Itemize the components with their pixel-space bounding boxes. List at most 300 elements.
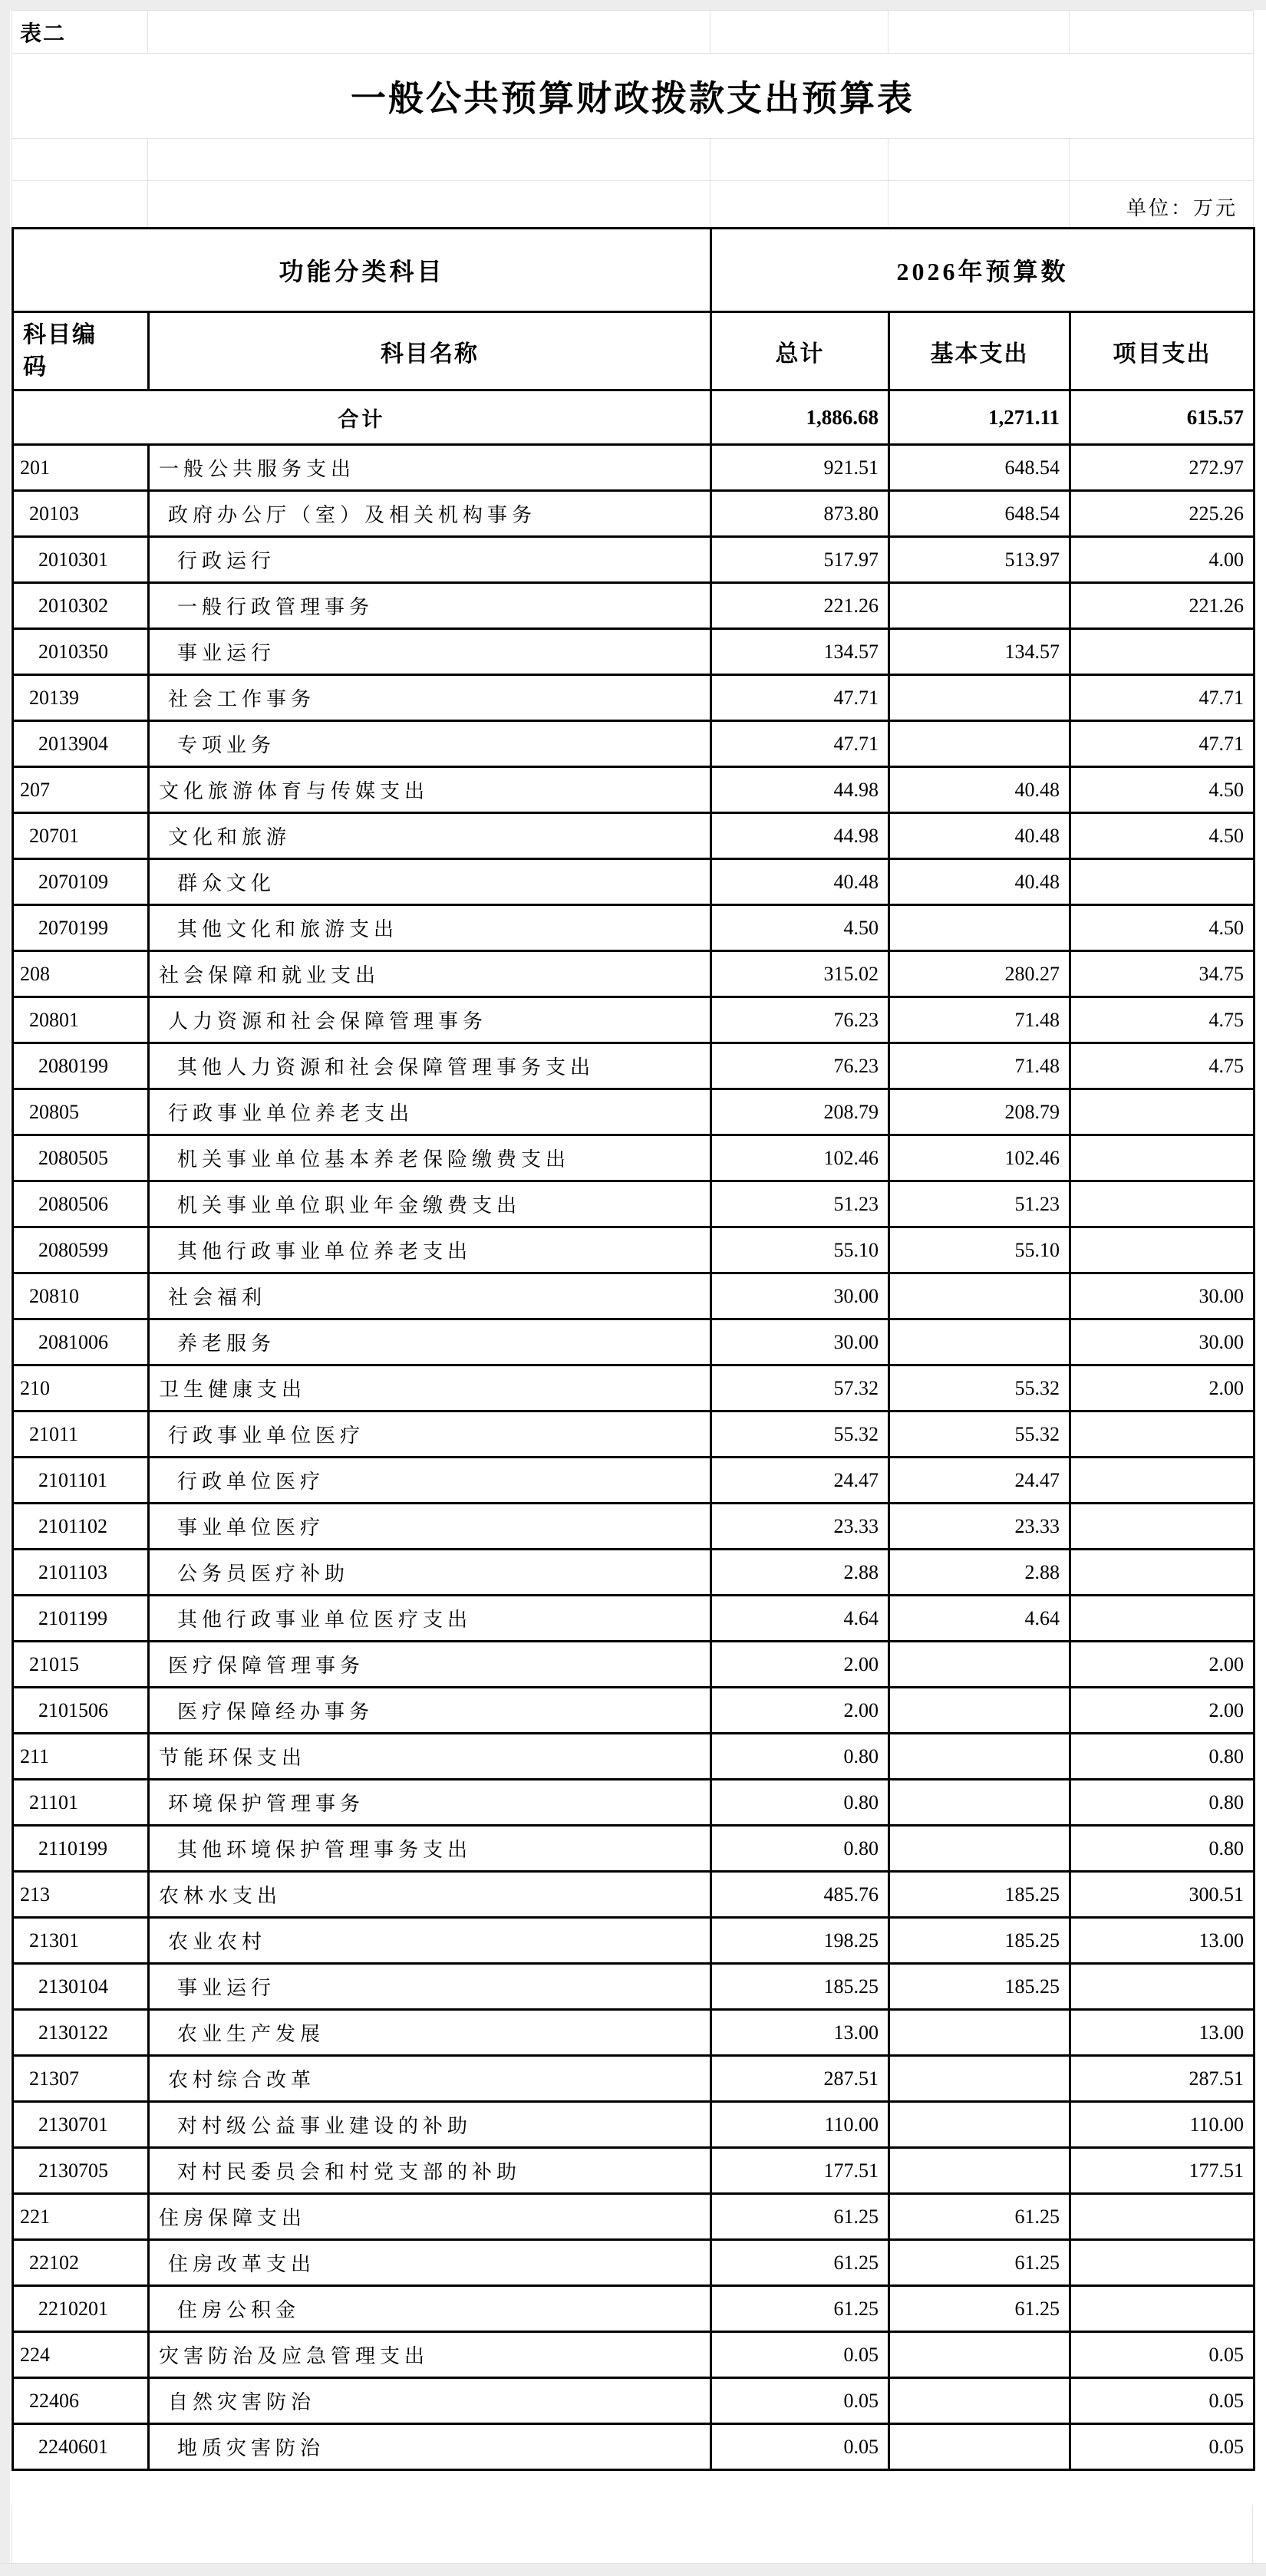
sheet-margin-bottom [0, 2563, 1266, 2576]
total-row-project: 615.57 [1070, 390, 1254, 445]
sheet-margin-left [0, 0, 10, 2576]
table-tag-row [12, 11, 1254, 54]
row-name: 其他行政事业单位养老支出 [149, 1227, 711, 1273]
row-code: 208 [13, 951, 149, 997]
row-name: 文化和旅游 [149, 813, 711, 859]
row-total: 61.25 [711, 2194, 889, 2240]
row-project: 4.50 [1070, 767, 1254, 813]
row-name: 节能环保支出 [149, 1734, 711, 1780]
row-total: 44.98 [711, 813, 889, 859]
row-project: 30.00 [1070, 1319, 1254, 1365]
table-row [13, 2286, 1254, 2332]
row-basic: 2.88 [889, 1550, 1070, 1596]
gridline-right-continuation [1252, 2505, 1253, 2563]
table-row [13, 1365, 1254, 1412]
row-basic [889, 2010, 1070, 2056]
row-project: 177.51 [1070, 2148, 1254, 2194]
row-code: 224 [13, 2332, 149, 2378]
row-project: 0.05 [1070, 2378, 1254, 2424]
row-name: 一般行政管理事务 [149, 583, 711, 629]
row-code: 221 [13, 2194, 149, 2240]
row-code: 2101103 [13, 1550, 149, 1596]
table-row [13, 1504, 1254, 1550]
row-total: 13.00 [711, 2010, 889, 2056]
row-total: 2.00 [711, 1688, 889, 1734]
row-total: 47.71 [711, 675, 889, 721]
row-total: 44.98 [711, 767, 889, 813]
table-row [13, 2010, 1254, 2056]
row-name: 卫生健康支出 [149, 1365, 711, 1412]
row-total: 61.25 [711, 2286, 889, 2332]
row-basic: 40.48 [889, 767, 1070, 813]
sheet-margin-top [0, 0, 1266, 10]
table-row [13, 1872, 1254, 1918]
table-row [13, 1780, 1254, 1826]
table-row [13, 1412, 1254, 1458]
table-row [13, 1319, 1254, 1365]
row-total: 221.26 [711, 583, 889, 629]
row-name: 行政事业单位养老支出 [149, 1089, 711, 1135]
row-basic [889, 1780, 1070, 1826]
row-total: 57.32 [711, 1365, 889, 1412]
row-name: 行政事业单位医疗 [149, 1412, 711, 1458]
row-code: 2130705 [13, 2148, 149, 2194]
row-total: 208.79 [711, 1089, 889, 1135]
row-project: 4.75 [1070, 1043, 1254, 1089]
row-name: 其他环境保护管理事务支出 [149, 1826, 711, 1872]
row-basic: 61.25 [889, 2286, 1070, 2332]
row-project [1070, 2194, 1254, 2240]
row-project: 30.00 [1070, 1273, 1254, 1319]
title-row [12, 54, 1254, 139]
row-code: 2130701 [13, 2102, 149, 2148]
table-row [13, 1181, 1254, 1227]
row-name: 文化旅游体育与传媒支出 [149, 767, 711, 813]
row-total: 0.80 [711, 1734, 889, 1780]
empty-cell [148, 181, 710, 233]
row-basic [889, 1734, 1070, 1780]
page-title: 一般公共预算财政拨款支出预算表 [12, 54, 1254, 139]
table-row [13, 1550, 1254, 1596]
table-row [13, 1043, 1254, 1089]
row-basic: 280.27 [889, 951, 1070, 997]
row-total: 0.05 [711, 2378, 889, 2424]
row-code: 2080599 [13, 1227, 149, 1273]
row-project: 0.80 [1070, 1780, 1254, 1826]
empty-cell [1070, 139, 1254, 181]
row-basic: 40.48 [889, 859, 1070, 905]
row-code: 2070199 [13, 905, 149, 951]
row-name: 住房保障支出 [149, 2194, 711, 2240]
table-row [13, 2148, 1254, 2194]
row-total: 134.57 [711, 629, 889, 675]
row-basic: 61.25 [889, 2240, 1070, 2286]
row-name: 政府办公厅（室）及相关机构事务 [149, 491, 711, 537]
row-code: 21301 [13, 1918, 149, 1964]
grand-total-row [13, 390, 1254, 445]
row-name: 医疗保障管理事务 [149, 1642, 711, 1688]
row-project [1070, 1964, 1254, 2010]
table-row [13, 951, 1254, 997]
header-function-group: 功能分类科目 [13, 229, 711, 312]
table-row [13, 491, 1254, 537]
row-basic [889, 2424, 1070, 2470]
table-row [13, 905, 1254, 951]
row-name: 公务员医疗补助 [149, 1550, 711, 1596]
row-total: 76.23 [711, 1043, 889, 1089]
row-name: 一般公共服务支出 [149, 445, 711, 491]
row-name: 行政运行 [149, 537, 711, 583]
header-columns-row [13, 312, 1254, 390]
row-project: 2.00 [1070, 1642, 1254, 1688]
table-row [13, 583, 1254, 629]
row-basic: 134.57 [889, 629, 1070, 675]
row-code: 21015 [13, 1642, 149, 1688]
row-basic [889, 905, 1070, 951]
row-project: 4.50 [1070, 813, 1254, 859]
row-name: 养老服务 [149, 1319, 711, 1365]
row-total: 177.51 [711, 2148, 889, 2194]
row-basic: 513.97 [889, 537, 1070, 583]
row-basic: 71.48 [889, 1043, 1070, 1089]
row-project: 13.00 [1070, 2010, 1254, 2056]
row-code: 20139 [13, 675, 149, 721]
row-name: 灾害防治及应急管理支出 [149, 2332, 711, 2378]
row-project [1070, 2240, 1254, 2286]
table-row [13, 1273, 1254, 1319]
row-total: 0.05 [711, 2424, 889, 2470]
table-row [13, 1596, 1254, 1642]
table-row [13, 813, 1254, 859]
row-project: 287.51 [1070, 2056, 1254, 2102]
row-name: 其他文化和旅游支出 [149, 905, 711, 951]
row-code: 2081006 [13, 1319, 149, 1365]
row-basic: 55.32 [889, 1412, 1070, 1458]
table-row [13, 629, 1254, 675]
row-code: 2240601 [13, 2424, 149, 2470]
row-basic: 648.54 [889, 445, 1070, 491]
row-code: 20701 [13, 813, 149, 859]
total-row-basic: 1,271.11 [889, 390, 1070, 445]
table-row [13, 1227, 1254, 1273]
table-row [13, 675, 1254, 721]
row-total: 47.71 [711, 721, 889, 767]
table-row [13, 1458, 1254, 1504]
row-project: 0.80 [1070, 1734, 1254, 1780]
row-project [1070, 1412, 1254, 1458]
row-project: 4.00 [1070, 537, 1254, 583]
table-row [13, 767, 1254, 813]
row-name: 事业运行 [149, 1964, 711, 2010]
row-total: 4.50 [711, 905, 889, 951]
empty-cell [148, 139, 710, 181]
row-project: 47.71 [1070, 675, 1254, 721]
row-code: 207 [13, 767, 149, 813]
unit-label: 单位：万元 [1070, 181, 1254, 233]
row-name: 住房改革支出 [149, 2240, 711, 2286]
row-code: 2101101 [13, 1458, 149, 1504]
table-row [13, 1642, 1254, 1688]
table-row [13, 2056, 1254, 2102]
table-row [13, 2102, 1254, 2148]
empty-cell [12, 181, 148, 233]
table-row [13, 2378, 1254, 2424]
total-row-label: 合计 [13, 390, 711, 445]
row-project [1070, 629, 1254, 675]
row-project [1070, 1135, 1254, 1181]
row-total: 287.51 [711, 2056, 889, 2102]
row-basic [889, 1642, 1070, 1688]
row-name: 社会福利 [149, 1273, 711, 1319]
row-name: 地质灾害防治 [149, 2424, 711, 2470]
row-total: 485.76 [711, 1872, 889, 1918]
row-total: 110.00 [711, 2102, 889, 2148]
empty-cell [148, 11, 710, 54]
row-total: 0.80 [711, 1826, 889, 1872]
row-project: 0.05 [1070, 2332, 1254, 2378]
row-name: 其他人力资源和社会保障管理事务支出 [149, 1043, 711, 1089]
budget-table-body [13, 445, 1254, 2470]
row-name: 社会工作事务 [149, 675, 711, 721]
row-code: 2101506 [13, 1688, 149, 1734]
empty-row [12, 139, 1254, 181]
row-total: 921.51 [711, 445, 889, 491]
row-name: 对村民委员会和村党支部的补助 [149, 2148, 711, 2194]
row-basic [889, 2378, 1070, 2424]
row-total: 315.02 [711, 951, 889, 997]
row-basic [889, 2332, 1070, 2378]
row-basic [889, 2148, 1070, 2194]
row-code: 2101199 [13, 1596, 149, 1642]
row-basic: 185.25 [889, 1964, 1070, 2010]
row-name: 农业农村 [149, 1918, 711, 1964]
row-name: 自然灾害防治 [149, 2378, 711, 2424]
row-name: 其他行政事业单位医疗支出 [149, 1596, 711, 1642]
col-header-project: 项目支出 [1070, 312, 1254, 390]
row-project [1070, 859, 1254, 905]
table-row [13, 1918, 1254, 1964]
row-total: 4.64 [711, 1596, 889, 1642]
table-row [13, 2240, 1254, 2286]
row-total: 51.23 [711, 1181, 889, 1227]
row-basic: 102.46 [889, 1135, 1070, 1181]
row-basic [889, 675, 1070, 721]
row-basic [889, 1319, 1070, 1365]
table-row [13, 997, 1254, 1043]
row-total: 40.48 [711, 859, 889, 905]
row-code: 2210201 [13, 2286, 149, 2332]
row-name: 对村级公益事业建设的补助 [149, 2102, 711, 2148]
row-project [1070, 2286, 1254, 2332]
row-project: 34.75 [1070, 951, 1254, 997]
row-total: 198.25 [711, 1918, 889, 1964]
row-total: 185.25 [711, 1964, 889, 2010]
row-code: 2110199 [13, 1826, 149, 1872]
row-name: 农业生产发展 [149, 2010, 711, 2056]
row-total: 23.33 [711, 1504, 889, 1550]
row-name: 人力资源和社会保障管理事务 [149, 997, 711, 1043]
row-code: 2101102 [13, 1504, 149, 1550]
row-total: 873.80 [711, 491, 889, 537]
row-project: 225.26 [1070, 491, 1254, 537]
table-tag: 表二 [12, 11, 148, 54]
row-project: 300.51 [1070, 1872, 1254, 1918]
row-code: 2080506 [13, 1181, 149, 1227]
table-row [13, 1734, 1254, 1780]
table-row [13, 721, 1254, 767]
row-basic: 4.64 [889, 1596, 1070, 1642]
row-name: 专项业务 [149, 721, 711, 767]
table-row [13, 1135, 1254, 1181]
empty-cell [889, 11, 1070, 54]
row-total: 55.32 [711, 1412, 889, 1458]
row-basic: 648.54 [889, 491, 1070, 537]
col-header-basic: 基本支出 [889, 312, 1070, 390]
empty-cell [710, 139, 889, 181]
row-name: 农村综合改革 [149, 2056, 711, 2102]
header-budget-group: 2026年预算数 [711, 229, 1254, 312]
row-project [1070, 1504, 1254, 1550]
row-basic: 185.25 [889, 1918, 1070, 1964]
table-row [13, 2424, 1254, 2470]
col-header-name: 科目名称 [149, 312, 711, 390]
row-code: 211 [13, 1734, 149, 1780]
row-basic [889, 1688, 1070, 1734]
row-basic [889, 583, 1070, 629]
row-total: 102.46 [711, 1135, 889, 1181]
row-project: 2.00 [1070, 1688, 1254, 1734]
row-project [1070, 1227, 1254, 1273]
row-project [1070, 1458, 1254, 1504]
row-project: 4.75 [1070, 997, 1254, 1043]
row-code: 2010350 [13, 629, 149, 675]
row-project [1070, 1089, 1254, 1135]
row-project: 4.50 [1070, 905, 1254, 951]
row-basic [889, 2056, 1070, 2102]
empty-cell [889, 139, 1070, 181]
row-project: 47.71 [1070, 721, 1254, 767]
row-basic [889, 2102, 1070, 2148]
row-code: 22406 [13, 2378, 149, 2424]
empty-cell [12, 139, 148, 181]
col-header-total: 总计 [711, 312, 889, 390]
row-code: 2013904 [13, 721, 149, 767]
row-code: 20103 [13, 491, 149, 537]
row-total: 0.80 [711, 1780, 889, 1826]
row-project: 110.00 [1070, 2102, 1254, 2148]
row-code: 21101 [13, 1780, 149, 1826]
row-project: 221.26 [1070, 583, 1254, 629]
row-basic: 40.48 [889, 813, 1070, 859]
row-total: 24.47 [711, 1458, 889, 1504]
row-code: 201 [13, 445, 149, 491]
row-code: 2130104 [13, 1964, 149, 2010]
row-code: 2010301 [13, 537, 149, 583]
unit-row [12, 181, 1254, 233]
empty-cell [710, 11, 889, 54]
row-basic: 61.25 [889, 2194, 1070, 2240]
row-code: 21011 [13, 1412, 149, 1458]
row-name: 行政单位医疗 [149, 1458, 711, 1504]
row-project [1070, 1550, 1254, 1596]
empty-cell [710, 181, 889, 233]
row-basic: 24.47 [889, 1458, 1070, 1504]
row-code: 2130122 [13, 2010, 149, 2056]
empty-cell [1070, 11, 1254, 54]
row-name: 事业运行 [149, 629, 711, 675]
row-basic [889, 721, 1070, 767]
col-header-code: 科目编码 [13, 312, 149, 390]
row-project: 272.97 [1070, 445, 1254, 491]
total-row-total: 1,886.68 [711, 390, 889, 445]
row-name: 社会保障和就业支出 [149, 951, 711, 997]
table-row [13, 1964, 1254, 2010]
row-basic: 208.79 [889, 1089, 1070, 1135]
table-row [13, 445, 1254, 491]
row-basic: 55.10 [889, 1227, 1070, 1273]
row-total: 76.23 [711, 997, 889, 1043]
table-row [13, 859, 1254, 905]
row-project: 0.05 [1070, 2424, 1254, 2470]
row-basic: 71.48 [889, 997, 1070, 1043]
row-name: 医疗保障经办事务 [149, 1688, 711, 1734]
row-total: 55.10 [711, 1227, 889, 1273]
row-basic: 51.23 [889, 1181, 1070, 1227]
row-code: 22102 [13, 2240, 149, 2286]
row-basic [889, 1826, 1070, 1872]
table-row [13, 1688, 1254, 1734]
row-code: 2080505 [13, 1135, 149, 1181]
row-total: 61.25 [711, 2240, 889, 2286]
row-total: 30.00 [711, 1319, 889, 1365]
row-project [1070, 1596, 1254, 1642]
row-name: 农林水支出 [149, 1872, 711, 1918]
table-row [13, 1826, 1254, 1872]
row-code: 20810 [13, 1273, 149, 1319]
row-code: 2070109 [13, 859, 149, 905]
row-name: 机关事业单位基本养老保险缴费支出 [149, 1135, 711, 1181]
row-code: 21307 [13, 2056, 149, 2102]
row-code: 2010302 [13, 583, 149, 629]
row-total: 2.00 [711, 1642, 889, 1688]
table-row [13, 1089, 1254, 1135]
row-project: 0.80 [1070, 1826, 1254, 1872]
table-row [13, 2194, 1254, 2240]
row-code: 213 [13, 1872, 149, 1918]
budget-table [12, 227, 1255, 2471]
row-basic: 23.33 [889, 1504, 1070, 1550]
row-name: 住房公积金 [149, 2286, 711, 2332]
row-name: 环境保护管理事务 [149, 1780, 711, 1826]
header-group-row [13, 229, 1254, 312]
row-project [1070, 1181, 1254, 1227]
row-project: 2.00 [1070, 1365, 1254, 1412]
row-code: 20801 [13, 997, 149, 1043]
row-code: 210 [13, 1365, 149, 1412]
empty-cell [889, 181, 1070, 233]
row-code: 2080199 [13, 1043, 149, 1089]
row-basic: 55.32 [889, 1365, 1070, 1412]
row-total: 517.97 [711, 537, 889, 583]
top-grid [12, 10, 1254, 233]
row-total: 30.00 [711, 1273, 889, 1319]
table-row [13, 2332, 1254, 2378]
row-name: 群众文化 [149, 859, 711, 905]
row-name: 机关事业单位职业年金缴费支出 [149, 1181, 711, 1227]
row-basic: 185.25 [889, 1872, 1070, 1918]
row-code: 20805 [13, 1089, 149, 1135]
row-project: 13.00 [1070, 1918, 1254, 1964]
